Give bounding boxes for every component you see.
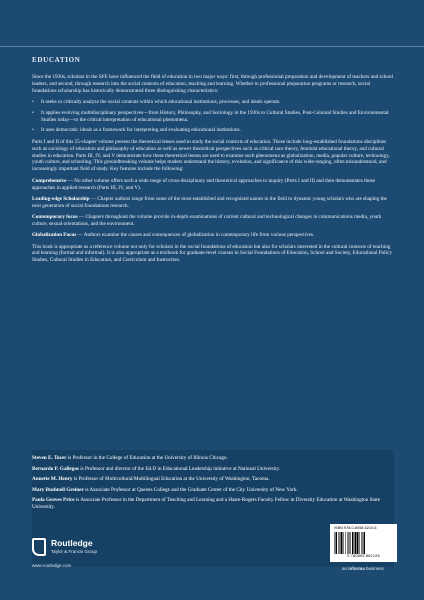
author-bio: Annette M. Henry is Professor of Multicultural/Multilingual Education at the University of Washington, Tacoma. — [32, 476, 270, 482]
barcode-bar — [363, 532, 364, 554]
author-bio: Mary Bushnell Greiner is Associate Professor at Queens College and the Graduate Center of the City University of New York. — [32, 486, 298, 493]
informa-business-mark: an informa business — [342, 566, 384, 571]
author-bios — [32, 455, 394, 514]
author-bio: Paula Groves Price is Associate Professor in the Department of Teaching and Learning and a Haste-Rogers Faculty Fellow in Diversity Education at Washington State University. — [32, 497, 380, 510]
publisher-url: www.routledge.com — [32, 563, 72, 568]
author-bio: Bernardo P. Gallegos is Professor and director of the Ed.D in Educational Leadership initiative at National University. — [32, 465, 280, 472]
bullet-icon: • — [32, 99, 34, 106]
barcode-bar — [352, 532, 353, 554]
barcode-bar — [341, 532, 343, 554]
barcode-bar — [345, 532, 346, 554]
barcode-bar — [335, 532, 336, 554]
publisher-logo — [32, 538, 152, 580]
barcode-bar — [344, 532, 345, 554]
isbn-label: ISBN 978-0-8058-6210-6 — [334, 526, 377, 530]
barcode-bar — [359, 532, 360, 554]
feature-contemporary: Contemporary focus — Chapters throughout the volume provide in-depth examinations of current cultural and technological changes in communications media, youth culture, sexual orientations, and the environment. — [32, 214, 382, 227]
barcode-bar — [347, 532, 348, 554]
feature-globalization: Globalization Focus — Authors examine the causes and consequences of globalization in contemporary life from various perspectives. — [32, 232, 315, 239]
author-bio: Steven E. Tozer is Professor in the College of Education at the University of Illinois Chicago. — [32, 455, 228, 461]
subject-label: EDUCATION — [32, 56, 81, 64]
header-band — [0, 0, 424, 47]
barcode-bar — [336, 532, 337, 554]
publisher-name: Routledge — [51, 538, 93, 548]
barcode-bar — [364, 532, 366, 554]
intro-paragraph: Since the 1930s, scholars in the SFE have influenced the field of education in two major ways: first, through professional preparation and development of teachers and school leaders, and second, through research into the social contexts of education, teaching and learning. Whether in professional preparation programs or research, social foundations scholarship has historically demonstrated three distinguishing characteristics: — [32, 74, 394, 94]
routledge-logo-icon — [32, 538, 46, 556]
barcode-bar — [349, 532, 350, 554]
barcode-bar — [357, 532, 358, 554]
barcode-bar — [355, 532, 357, 554]
barcode-bar — [339, 532, 340, 554]
barcode-bar — [354, 532, 355, 554]
summary-paragraph: Parts I and II of this 55-chapter volume present the theoretical lenses used to study the social contexts of education. These include long-established foundations disciplines such as sociology of education and philosophy of education as well as newer theoretical perspectives such as critical race theory, feminist educational theory, and cultural studies in education. Parts III, IV, and V demonstrate how these theoretical lenses are used to examine such phenomena as globalization, media, popular culture, technology, youth culture, and schooling. This groundbreaking volume helps readers understand the history, evolution, and significance of this wide-ranging, often misunderstood, and increasingly important field of study. Key features include the following: — [32, 138, 390, 173]
list-item: • It seeks to critically analyze the social contexts within which educational institutions, processes, and ideals operate. — [32, 99, 281, 106]
bullet-icon: • — [32, 127, 34, 134]
closing-paragraph: This book is appropriate as a reference volume not only for scholars in the social foundations of education but also for scholars interested in the cultural contexts of teaching and learning (formal and informal). It is also appropriate as a textbook for graduate-level courses in Social Foundations of Education, School and Society, Educational Policy Studies, Cultural Studies in Education, and Curriculum and Instruction. — [32, 243, 392, 264]
barcode-icon — [334, 532, 393, 554]
barcode-panel — [330, 524, 397, 562]
barcode-bar — [361, 532, 362, 554]
barcode-number: 9 780805 862126 — [347, 554, 380, 558]
barcode-bar — [340, 532, 341, 554]
publisher-group: Taylor & Francis Group — [51, 549, 98, 554]
feature-leading-edge: Leading-edge Scholarship — Chapter authors range from some of the most established and recognized names in the field to dynamic young scholars who are shaping the next generation of social foundations research. — [32, 195, 387, 209]
list-item: • It applies evolving multidisciplinary perspectives—from History, Philosophy, and Sociology in the 1930s to Cultural Studies, Post-Colonial Studies and Environmental Studies today—to the critical interpretation of educational phenomena. — [32, 109, 389, 123]
list-item: • It uses democratic ideals as a framework for interpreting and evaluating educational institutions. — [32, 127, 241, 134]
feature-comprehensive: Comprehensive — No other volume offers such a wide range of cross-disciplinary and theoretical approaches to inquiry (Parts I and II) and then demonstrates those approaches in applied research (Parts III, IV, and V). — [32, 177, 375, 191]
bullet-icon: • — [32, 109, 34, 116]
barcode-bar — [350, 532, 351, 554]
characteristics-list — [32, 99, 394, 134]
blurb — [32, 74, 394, 269]
